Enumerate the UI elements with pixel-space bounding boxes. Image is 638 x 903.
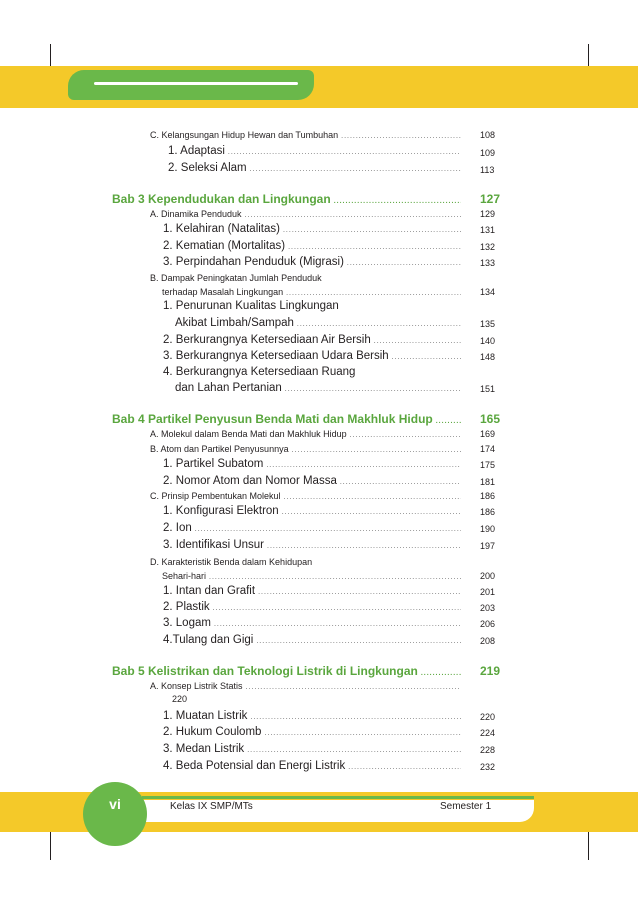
dot-leader — [340, 479, 461, 486]
toc-entry: C. Kelangsungan Hidup Hewan dan Tumbuhan ..... — [150, 130, 464, 140]
page-number: vi — [109, 796, 121, 812]
toc-page-number: 208 — [480, 636, 496, 646]
toc-page-number: 197 — [480, 541, 496, 551]
toc-page-number: 109 — [480, 148, 496, 158]
toc-entry: Sehari-hari ..... — [162, 571, 464, 581]
toc-page-number: 232 — [480, 762, 496, 772]
dot-leader — [264, 730, 461, 737]
dot-leader — [267, 543, 461, 550]
toc-page-number: 203 — [480, 603, 496, 613]
toc-page-number: 206 — [480, 619, 496, 629]
toc-page-number: 224 — [480, 728, 496, 738]
toc-entry: 1. Muatan Listrik ..... — [163, 710, 464, 722]
toc-page-number: 220 — [172, 694, 188, 704]
toc-page-number: 186 — [480, 507, 496, 517]
dot-leader — [286, 290, 461, 297]
toc-page-number: 131 — [480, 225, 496, 235]
toc-page-number: 186 — [480, 491, 496, 501]
crop-mark — [588, 830, 589, 860]
toc-entry: 2. Hukum Coulomb ..... — [163, 726, 464, 738]
toc-entry: 2. Seleksi Alam ..... — [168, 162, 464, 174]
dot-leader — [282, 509, 461, 516]
dot-leader — [195, 526, 461, 533]
dot-leader — [285, 386, 461, 393]
toc-page-number: 175 — [480, 460, 496, 470]
toc-entry: A. Konsep Listrik Statis ..... — [150, 681, 464, 691]
toc-chapter-page: 219 — [480, 664, 501, 678]
toc-entry: 1. Konfigurasi Elektron ..... — [163, 505, 464, 517]
dot-leader — [334, 198, 461, 205]
dot-leader — [350, 432, 461, 439]
dot-leader — [392, 354, 461, 361]
dot-leader — [250, 714, 461, 721]
footer-accent-line — [142, 796, 534, 799]
toc-entry: 1. Adaptasi ..... — [168, 145, 464, 157]
toc-page-number: 181 — [480, 477, 496, 487]
toc-entry: 3. Perpindahan Penduduk (Migrasi) ..... — [163, 256, 464, 268]
dot-leader — [228, 149, 461, 156]
toc-page-number: 174 — [480, 444, 496, 454]
toc-entry: B. Dampak Peningkatan Jumlah Penduduk — [150, 273, 322, 283]
dot-leader — [374, 338, 461, 345]
toc-chapter-page: 165 — [480, 412, 501, 426]
toc-entry: 3. Identifikasi Unsur ..... — [163, 539, 464, 551]
toc-page-number: 113 — [480, 165, 495, 175]
toc-page-number: 132 — [480, 242, 496, 252]
toc-entry: 3. Logam ..... — [163, 617, 464, 629]
dot-leader — [213, 605, 461, 612]
toc-entry: 1. Intan dan Grafit ..... — [163, 585, 464, 597]
toc-entry: C. Prinsip Pembentukan Molekul ..... — [150, 491, 464, 501]
toc-page-number: 190 — [480, 524, 496, 534]
footer-semester: Semester 1 — [440, 801, 492, 812]
toc-entry: 1. Penurunan Kualitas Lingkungan — [163, 300, 339, 312]
dot-leader — [258, 589, 461, 596]
dot-leader — [214, 621, 461, 628]
dot-leader — [341, 133, 461, 140]
toc-entry: 2. Nomor Atom dan Nomor Massa ..... — [163, 475, 464, 487]
dot-leader — [246, 684, 461, 691]
toc-chapter-page: 127 — [480, 192, 501, 206]
dot-leader — [297, 321, 461, 328]
toc-chapter: Bab 4 Partikel Penyusun Benda Mati dan Makhluk Hidup ..... — [112, 412, 464, 426]
dot-leader — [209, 574, 461, 581]
footer-book-title: Kelas IX SMP/MTs — [170, 801, 253, 812]
toc-chapter: Bab 5 Kelistrikan dan Teknologi Listrik di Lingkungan ..... — [112, 664, 464, 678]
toc-entry: terhadap Masalah Lingkungan ..... — [162, 287, 464, 297]
toc-page-number: 108 — [480, 130, 496, 140]
toc-page-number: 133 — [480, 258, 496, 268]
toc-page-number: 151 — [480, 384, 496, 394]
toc-entry: 2. Ion ..... — [163, 522, 464, 534]
toc-entry: 1. Partikel Subatom ..... — [163, 458, 464, 470]
toc-entry: 3. Medan Listrik ..... — [163, 743, 464, 755]
toc-entry: 3. Berkurangnya Ketersediaan Udara Bersih ..... — [163, 350, 464, 362]
toc-page-number: 228 — [480, 745, 496, 755]
toc-entry: D. Karakteristik Benda dalam Kehidupan — [150, 557, 313, 567]
toc-entry: A. Dinamika Penduduk ..... — [150, 209, 464, 219]
toc-entry: 2. Plastik ..... — [163, 601, 464, 613]
toc-entry: 1. Kelahiran (Natalitas) ..... — [163, 223, 464, 235]
toc-page-number: 200 — [480, 571, 496, 581]
toc-page-number: 140 — [480, 336, 496, 346]
dot-leader — [436, 418, 461, 425]
toc-entry: 4.Tulang dan Gigi ..... — [163, 634, 464, 646]
toc-entry: 4. Berkurangnya Ketersediaan Ruang — [163, 366, 356, 378]
toc-page-number: 135 — [480, 319, 496, 329]
toc-page-number: 169 — [480, 429, 496, 439]
toc-entry: Akibat Limbah/Sampah ..... — [175, 317, 464, 329]
toc-entry: 4. Beda Potensial dan Energi Listrik ..... — [163, 760, 464, 772]
dot-leader — [266, 462, 461, 469]
toc-chapter: Bab 3 Kependudukan dan Lingkungan ..... — [112, 192, 464, 206]
toc-page-number: 148 — [480, 352, 496, 362]
dot-leader — [421, 670, 461, 677]
dot-leader — [250, 166, 461, 173]
dot-leader — [245, 212, 461, 219]
dot-leader — [347, 260, 461, 267]
dot-leader — [292, 447, 461, 454]
toc-page-number: 201 — [480, 587, 496, 597]
dot-leader — [283, 227, 461, 234]
toc-entry: A. Molekul dalam Benda Mati dan Makhluk Hidup ..... — [150, 429, 464, 439]
dot-leader — [348, 764, 461, 771]
dot-leader — [247, 747, 461, 754]
dot-leader — [256, 638, 461, 645]
crop-mark — [50, 830, 51, 860]
toc-entry: dan Lahan Pertanian ..... — [175, 382, 464, 394]
toc-page-number: 220 — [480, 712, 496, 722]
toc-entry: B. Atom dan Partikel Penyusunnya ..... — [150, 444, 464, 454]
header-tab-decoration — [68, 70, 314, 100]
toc-page-number: 134 — [480, 287, 496, 297]
dot-leader — [288, 244, 461, 251]
dot-leader — [284, 494, 461, 501]
toc-entry: 2. Kematian (Mortalitas) ..... — [163, 240, 464, 252]
toc-page-number: 129 — [480, 209, 496, 219]
toc-entry: 2. Berkurangnya Ketersediaan Air Bersih ..... — [163, 334, 464, 346]
